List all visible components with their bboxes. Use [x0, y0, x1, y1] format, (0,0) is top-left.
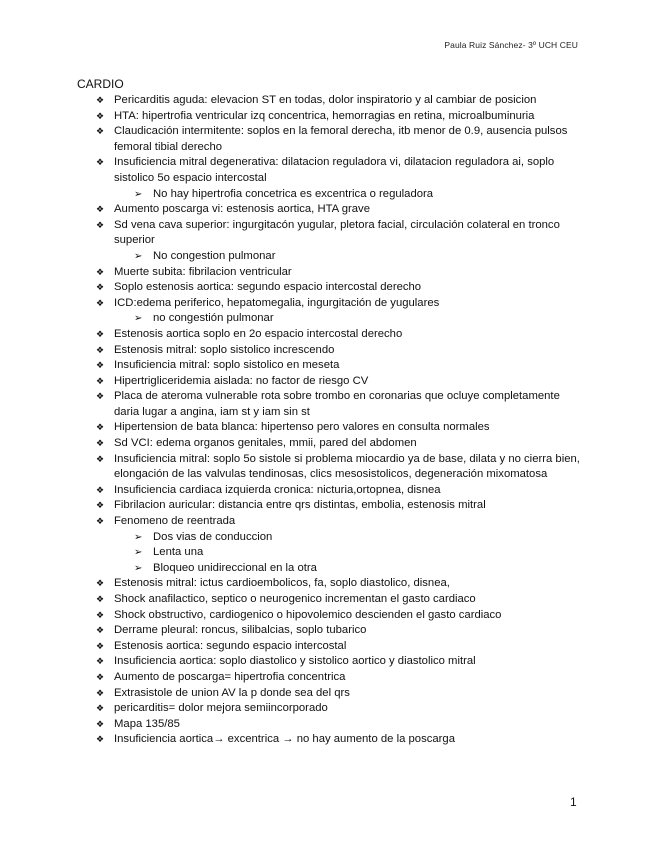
bullet-icon: ❖: [96, 703, 105, 714]
list-item: [96, 686, 586, 702]
list-item: [96, 420, 586, 436]
bullet-icon: ❖: [96, 157, 105, 168]
list-item-text: Shock obstructivo, cardiogenico o hipovolemico descienden el gasto cardiaco: [114, 608, 502, 621]
arrow-bullet-icon: ➢: [134, 531, 143, 543]
list-item-text: Fibrilacion auricular: distancia entre qrs distintas, embolia, estenosis mitral: [114, 499, 486, 512]
bullet-icon: ❖: [96, 375, 105, 386]
list-item: [96, 327, 586, 343]
list-item: [96, 483, 586, 499]
list-item: [96, 670, 586, 686]
bullet-icon: ❖: [96, 297, 105, 308]
list-item: [96, 358, 586, 374]
bullet-icon: ❖: [96, 734, 105, 745]
list-item-text: Hipertension de bata blanca: hipertenso pero valores en consulta normales: [114, 421, 490, 434]
list-item-text: Estenosis mitral: ictus cardioembolicos, fa, soplo diastolico, disnea,: [114, 577, 450, 590]
list-item-text: Insuficiencia mitral degenerativa: dilatacion reguladora vi, dilatacion reguladora ai, soplo sistolico 5o espacio intercostal: [114, 156, 555, 184]
list-item-text: Fenomeno de reentrada: [114, 515, 236, 528]
list-item: [96, 732, 586, 748]
list-item: [96, 654, 586, 670]
list-item-text: Sd VCI: edema organos genitales, mmii, pared del abdomen: [114, 437, 417, 450]
sub-list-item-text: no congestión pulmonar: [153, 312, 274, 325]
list-item-text: Aumento poscarga vi: estenosis aortica, HTA grave: [114, 203, 370, 216]
list-item: [96, 280, 586, 296]
bullet-icon: ❖: [96, 344, 105, 355]
sub-list-item-text: No hay hipertrofia concetrica es excentrica o reguladora: [153, 187, 434, 200]
bullet-icon: ❖: [96, 594, 105, 604]
bullet-icon: ❖: [96, 126, 105, 137]
list-item: [96, 218, 586, 249]
bullet-icon: ❖: [96, 391, 105, 402]
list-item-text: Muerte subita: fibrilacion ventricular: [114, 265, 292, 278]
list-item: [96, 639, 586, 655]
sub-list-item-text: Lenta una: [153, 546, 204, 559]
sub-list-item: [96, 530, 586, 546]
list-item-text: ICD:edema periferico, hepatomegalia, ingurgitación de yugulares: [114, 296, 440, 309]
list-item-text: Aumento de poscarga= hipertrofia concentrica: [114, 670, 346, 683]
list-item-text: Shock anafilactico, septico o neurogenico incrementan el gasto cardiaco: [114, 593, 476, 605]
list-item-text: pericarditis= dolor mejora semiincorporado: [114, 702, 328, 715]
list-item-text: Extrasistole de union AV la p donde sea del qrs: [114, 686, 350, 699]
sub-list-item: [96, 311, 586, 327]
list-item: [96, 296, 586, 312]
bullet-icon: ❖: [96, 578, 105, 589]
sub-list-item: [96, 187, 586, 203]
list-item-text: Derrame pleural: roncus, silibalcias, soplo tubarico: [114, 624, 367, 637]
list-item: [96, 155, 586, 186]
bullet-icon: ❖: [96, 687, 105, 698]
bullet-icon: ❖: [96, 453, 105, 464]
bullet-icon: ❖: [96, 110, 105, 121]
sub-list-item: [96, 545, 586, 561]
list-item-text: Insuficiencia aortica→ excentrica → no hay aumento de la poscarga: [114, 733, 455, 746]
sub-list-item-text: Bloqueo unidireccional en la otra: [153, 561, 317, 574]
arrow-bullet-icon: ➢: [134, 547, 143, 559]
bullet-icon: ❖: [96, 484, 105, 495]
list-item: [96, 374, 586, 390]
bullet-icon: ❖: [96, 422, 105, 433]
list-item-text: Insuficiencia cardiaca izquierda cronica: nicturia,ortopnea, disnea: [114, 483, 441, 496]
bullet-icon: ❖: [96, 282, 105, 293]
list-item: [96, 93, 586, 109]
arrow-bullet-icon: ➢: [134, 188, 143, 200]
list-item-text: Mapa 135/85: [114, 717, 180, 730]
page-header: Paula Ruiz Sánchez- 3º UCH CEU: [444, 40, 578, 50]
bullet-icon: ❖: [96, 609, 105, 620]
bullet-icon: ❖: [96, 266, 105, 277]
list-item-text: Pericarditis aguda: elevacion ST en todas, dolor inspiratorio y al cambiar de posicion: [114, 94, 537, 106]
list-item: [96, 717, 586, 733]
bullet-icon: ❖: [96, 500, 105, 511]
list-item: [96, 623, 586, 639]
list-item: [96, 514, 586, 530]
bullet-icon: ❖: [96, 95, 105, 105]
list-item-text: Sd vena cava superior: ingurgitacón yugular, pletora facial, circulación colateral en tronco superior: [114, 218, 560, 247]
list-item-text: Hipertrigliceridemia aislada: no factor de riesgo CV: [114, 374, 369, 387]
sub-list-item: [96, 561, 586, 577]
notes-list: [96, 93, 586, 748]
arrow-bullet-icon: ➢: [134, 313, 143, 325]
list-item-text: HTA: hipertrofia ventricular izq concentrica, hemorragias en retina, microalbuminuria: [114, 109, 535, 122]
list-item: [96, 608, 586, 624]
bullet-icon: ❖: [96, 718, 105, 729]
bullet-icon: ❖: [96, 625, 105, 636]
bullet-icon: ❖: [96, 328, 105, 339]
list-item: [96, 592, 586, 608]
list-item-text: Estenosis aortica: segundo espacio intercostal: [114, 639, 347, 652]
sub-list-item: [96, 249, 586, 265]
list-item: [96, 343, 586, 359]
list-item: [96, 576, 586, 592]
list-item: [96, 265, 586, 281]
arrow-bullet-icon: ➢: [134, 562, 143, 574]
list-item-text: Soplo estenosis aortica: segundo espacio intercostal derecho: [114, 281, 422, 294]
list-item: [96, 124, 586, 155]
list-item-text: Estenosis aortica soplo en 2o espacio intercostal derecho: [114, 327, 403, 340]
sub-list-item-text: Dos vias de conduccion: [153, 530, 273, 543]
bullet-icon: ❖: [96, 360, 105, 371]
list-item: [96, 389, 586, 420]
list-item: [96, 701, 586, 717]
bullet-icon: ❖: [96, 219, 105, 230]
bullet-icon: ❖: [96, 516, 105, 527]
list-item: [96, 498, 586, 514]
list-item-text: Insuficiencia mitral: soplo 5o sistole si problema miocardio ya de base, dilata y no cierra bien, elongación de las valvulas tendinosas, clics mesosistolicos, degeneración mixomatosa: [114, 452, 580, 481]
bullet-icon: ❖: [96, 656, 105, 667]
list-item-text: Insuficiencia aortica: soplo diastolico y sistolico aortico y diastolico mitral: [114, 655, 476, 668]
list-item-text: Insuficiencia mitral: soplo sistolico en meseta: [114, 359, 340, 372]
list-item: [96, 436, 586, 452]
list-item: [96, 202, 586, 218]
list-item: [96, 452, 586, 483]
list-item-text: Estenosis mitral: soplo sistolico increscendo: [114, 343, 335, 356]
bullet-icon: ❖: [96, 640, 105, 651]
list-item-text: Claudicación intermitente: soplos en la femoral derecha, itb menor de 0.9, ausencia pulsos femoral tibial derecho: [114, 125, 568, 153]
bullet-icon: ❖: [96, 671, 105, 682]
section-title: CARDIO: [77, 77, 124, 91]
list-item: [96, 109, 586, 125]
sub-list-item-text: No congestion pulmonar: [153, 249, 276, 262]
list-item-text: Placa de ateroma vulnerable rota sobre trombo en coronarias que ocluye completamente daria lugar a angina, iam st y iam sin st: [114, 390, 560, 418]
page-number: 1: [570, 795, 577, 809]
arrow-bullet-icon: ➢: [134, 250, 143, 262]
bullet-icon: ❖: [96, 438, 105, 449]
bullet-icon: ❖: [96, 204, 105, 215]
